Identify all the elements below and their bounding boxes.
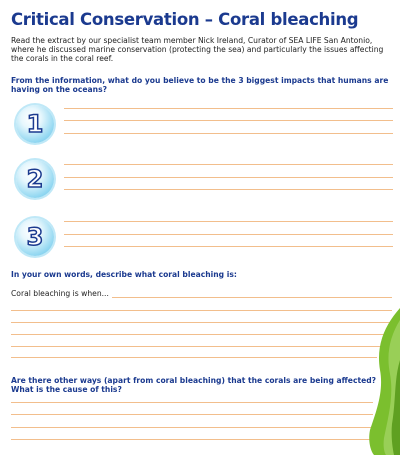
question-coral-bleaching: In your own words, describe what coral bleaching is: (11, 270, 237, 279)
answer-line-impact-2a[interactable] (64, 164, 393, 165)
answer-line-impact-1b[interactable] (64, 120, 393, 121)
answer-line-impact-3a[interactable] (64, 221, 393, 222)
answer-line-bleaching-2[interactable] (11, 310, 392, 311)
badge-number: 1 (26, 110, 44, 138)
answer-line-effects-1[interactable] (11, 402, 373, 403)
answer-line-bleaching-5[interactable] (11, 346, 381, 347)
answer-line-impact-3b[interactable] (64, 234, 393, 235)
question-other-effects: Are there other ways (apart from coral bleaching) that the corals are being affected? What is the cause of this? (11, 376, 377, 395)
answer-line-bleaching-4[interactable] (11, 334, 385, 335)
answer-line-bleaching-6[interactable] (11, 357, 377, 358)
answer-line-impact-1a[interactable] (64, 108, 393, 109)
seaweed-decoration (366, 300, 400, 455)
answer-line-effects-3[interactable] (11, 427, 373, 428)
answer-line-effects-4[interactable] (11, 439, 373, 440)
answer-lead-text: Coral bleaching is when... (11, 289, 109, 298)
intro-paragraph: Read the extract by our specialist team member Nick Ireland, Curator of SEA LIFE San Antonio, where he discussed marine conservation (protecting the sea) and particularly the issues affecting the corals in the coral reef. (11, 36, 384, 64)
number-badge-2-icon (16, 160, 54, 198)
badge-number: 2 (26, 165, 44, 193)
badge-number: 3 (26, 223, 44, 251)
answer-line-bleaching-1[interactable] (112, 297, 392, 298)
answer-line-impact-2b[interactable] (64, 177, 393, 178)
answer-line-impact-3c[interactable] (64, 246, 393, 247)
number-badge-1-icon (16, 105, 54, 143)
answer-line-bleaching-3[interactable] (11, 322, 392, 323)
answer-line-impact-1c[interactable] (64, 133, 393, 134)
number-badge-3-icon (16, 218, 54, 256)
page-title: Critical Conservation – Coral bleaching (11, 10, 359, 29)
answer-line-impact-2c[interactable] (64, 189, 393, 190)
question-impacts: From the information, what do you believe to be the 3 biggest impacts that humans are having on the oceans? (11, 76, 389, 95)
answer-line-effects-2[interactable] (11, 414, 373, 415)
